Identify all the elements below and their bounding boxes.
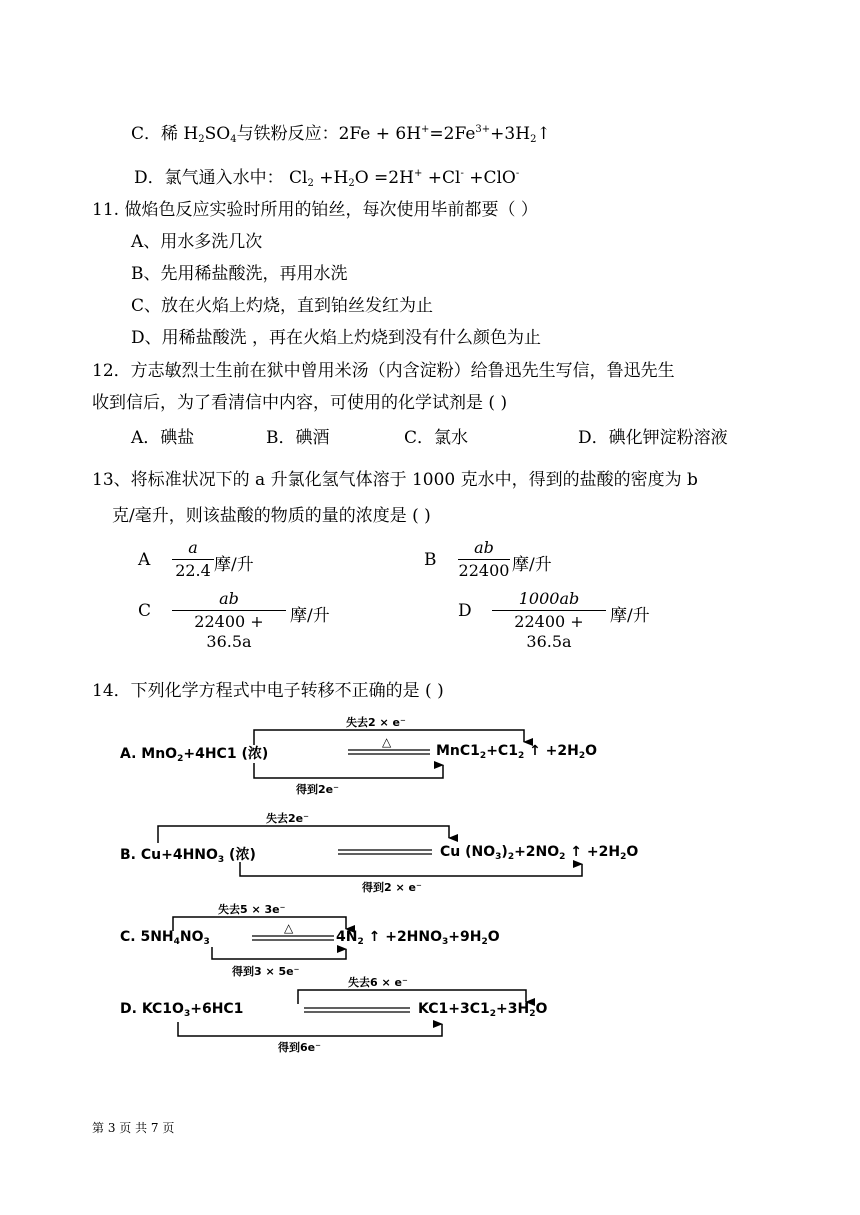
q12-stem-line2: 收到信后，为了看清信中内容，可使用的化学试剂是 ( ) (92, 393, 508, 413)
q10-option-c: C．稀 $H_2SO_4$与铁粉反应：$2Fe + 6H^+=2Fe^{3+}+3H_2↑$ (131, 124, 551, 145)
eq-d-gain-arrow (178, 1022, 442, 1036)
q13-option-b-fraction: ab 22400 (458, 538, 510, 580)
q11-stem: 11. 做焰色反应实验时所用的铂丝，每次使用毕前都要（ ） (92, 200, 538, 220)
eq-b-loss-arrow (158, 826, 449, 843)
eq-a-products: $MnC1_2+C1_2$ ↑ $+2H_2O$ (436, 743, 598, 761)
q13-option-c-fraction: ab 22400 + 36.5a (172, 589, 286, 652)
q12-stem-line1: 12．方志敏烈士生前在狱中曾用米汤（内含淀粉）给鲁迅先生写信，鲁迅先生 (92, 361, 675, 381)
eq-b-reactants: B. $Cu+4HNO_3$ (浓) (120, 847, 256, 865)
q12-option-c: C．氯水 (404, 428, 469, 448)
q13-option-a-fraction: a 22.4 (172, 538, 214, 581)
q13-option-d-unit: 摩/升 (610, 606, 650, 626)
eq-d-products: $KC1+3C1_2+3H_2O$ (418, 1001, 548, 1019)
q13-option-c-unit: 摩/升 (290, 606, 330, 626)
q13-option-b-letter: B (424, 550, 437, 570)
q10-option-d: D．氯气通入水中： $Cl_2 +H_2O =2H^+ +Cl^- +ClO^-$ (134, 168, 520, 189)
eq-b-products: Cu $(NO_3)_2+2NO_2$ ↑ $+2H_2O$ (440, 844, 639, 862)
q11-option-b: B、先用稀盐酸洗，再用水洗 (131, 264, 348, 284)
eq-b-gain-arrow (240, 862, 582, 876)
q12-option-b: B．碘酒 (266, 428, 330, 448)
q11-option-d: D、用稀盐酸洗 ，再在火焰上灼烧到没有什么颜色为止 (131, 328, 542, 348)
eq-c-gain-arrow (212, 947, 346, 959)
q13-option-a-unit: 摩/升 (214, 555, 254, 575)
q13-option-d-letter: D (458, 601, 472, 621)
q11-option-c: C、放在火焰上灼烧，直到铂丝发红为止 (131, 296, 434, 316)
q13-option-d-fraction: 1000ab 22400 + 36.5a (492, 589, 606, 652)
q13-option-c-letter: C (138, 601, 152, 621)
q13-stem-line1: 13、将标准状况下的 a 升氯化氢气体溶于 1000 克水中，得到的盐酸的密度为 b (92, 470, 698, 490)
q13-stem-line2: 克/毫升，则该盐酸的物质的量的浓度是 ( ) (112, 506, 431, 526)
eq-c-reactants: C. $5NH_4NO_3$ (120, 929, 210, 947)
eq-a-reactants: A. MnO$_2$+4HC1 (浓) (120, 746, 269, 764)
q14-stem: 14．下列化学方程式中电子转移不正确的是 ( ) (92, 681, 444, 701)
q11-option-a: A、用水多洗几次 (131, 232, 263, 252)
eq-d-reactants: D. $KC1O_3+6HC1$ (120, 1001, 244, 1019)
q13-option-a-letter: A (138, 550, 151, 570)
eq-a-gain-label: 得到2e⁻ (296, 783, 339, 796)
eq-a-heat-symbol: △ (382, 735, 392, 749)
eq-c-gain-label: 得到3 × 5e⁻ (232, 965, 300, 978)
eq-d-loss-label: 失去6 × e⁻ (348, 976, 408, 989)
eq-c-heat-symbol: △ (284, 921, 294, 935)
page-footer: 第 3 页 共 7 页 (92, 1121, 175, 1135)
q12-option-d: D．碘化钾淀粉溶液 (578, 428, 728, 448)
q13-option-b-unit: 摩/升 (512, 555, 552, 575)
eq-c-products: $4N_2$ ↑ $+2HNO_3+9H_2O$ (336, 929, 500, 947)
eq-c-loss-label: 失去5 × 3e⁻ (218, 903, 286, 916)
eq-b-gain-label: 得到2 × e⁻ (362, 881, 422, 894)
eq-a-loss-label: 失去2 × e⁻ (346, 716, 406, 729)
eq-d-gain-label: 得到6e⁻ (278, 1041, 321, 1054)
q12-option-a: A．碘盐 (131, 428, 195, 448)
eq-b-loss-label: 失去2e⁻ (266, 812, 309, 825)
eq-a-gain-arrow (254, 763, 443, 778)
